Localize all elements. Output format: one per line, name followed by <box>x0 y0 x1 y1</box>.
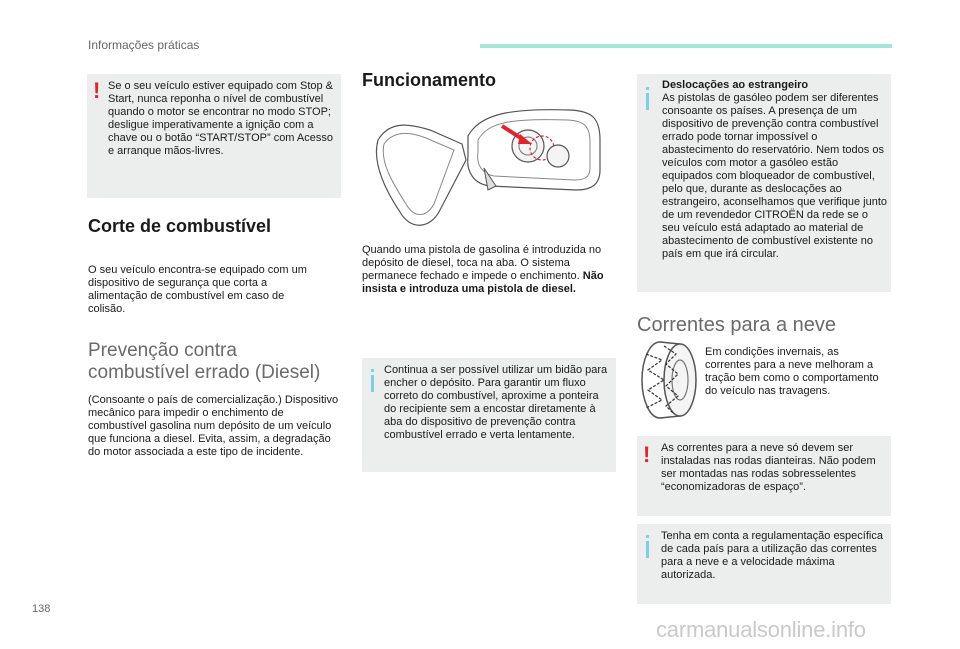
watermark: carmanualsonline.info <box>656 617 866 642</box>
info-text: Continua a ser possível utilizar um bidão para encher o depósito. Para garantir um fluxo correto do combustível, aproxime a ponteira do recipiente sem a encostar diretamente à aba do dispositivo de prevenção contra combustível errado e verta lentamente. <box>384 364 608 441</box>
abroad-text-block <box>662 79 888 261</box>
cut-title: Corte de combustível <box>88 216 272 236</box>
func-text: Quando uma pistola de gasolina é introduzida no depósito de diesel, toca na aba. O sistema permanece fechado e impede o enchimento. <box>362 244 602 282</box>
chains-text: Em condições invernais, as correntes para a neve melhoram a tração bem como o comportamento do veículo nas travagens. <box>705 346 879 397</box>
chains-warning-text: As correntes para a neve só devem ser instaladas nas rodas dianteiras. Não podem ser montadas nas rodas sobresselentes “economizadoras de espaço”. <box>661 442 876 493</box>
func-title: Funcionamento <box>362 70 496 90</box>
warning-box-chains <box>637 436 891 516</box>
warning-box-stop-start <box>87 74 341 198</box>
info-box-abroad <box>637 74 891 292</box>
info-icon <box>371 375 374 392</box>
func-text-block <box>362 244 614 296</box>
chains-info-text: Tenha em conta a regulamentação específica de cada país para a utilização das correntes para a neve e a velocidade máxima autorizada. <box>661 530 883 581</box>
page-number: 138 <box>32 603 51 615</box>
warning-icon: ! <box>643 442 651 467</box>
warning-icon: ! <box>93 78 101 103</box>
abroad-title: Deslocações ao estrangeiro <box>662 79 809 91</box>
info-icon <box>646 93 649 110</box>
chains-title: Correntes para a neve <box>637 314 837 336</box>
header-accent-bar <box>480 44 892 48</box>
info-box-jerrycan <box>362 358 616 472</box>
info-icon <box>646 541 649 558</box>
section-header: Informações práticas <box>88 38 200 52</box>
abroad-text: As pistolas de gasóleo podem ser diferentes consoante os países. A presença de um dispositivo de prevenção contra combustível errado pode tornar impossível o abastecimento do reservatório. Nem todos os veículos com motor a gasóleo estão equipados com bloqueador de combustível, pelo que, durante as deslocações ao estrangeiro, aconselhamos que verifique junto de um revendedor CITROËN da rede se o seu veículo está adaptado ao material de abastecimento de combustível existente no país em que irá circular. <box>662 92 888 260</box>
warning-text: Se o seu veículo estiver equipado com Stop & Start, nunca reponha o nível de combustível quando o motor se encontrar no modo STOP; desligue imperativamente a ignição com a chave ou o botão “START/STOP” com Acesso e arranque mãos-livres. <box>108 80 334 157</box>
snow-chain-illustration <box>638 340 700 420</box>
fuel-flap-illustration <box>370 100 610 232</box>
prevent-title-line-1: Prevenção contra <box>88 340 237 361</box>
prevent-title <box>88 340 320 384</box>
func-bold-text: Não insista e introduza uma pistola de diesel. <box>362 270 604 295</box>
cut-text: O seu veículo encontra-se equipado com um dispositivo de segurança que corta a alimentação de combustível em caso de colisão. <box>88 264 307 315</box>
prevent-title-line-2: combustível errado (Diesel) <box>88 362 321 383</box>
info-box-chains <box>637 524 891 604</box>
prevent-text: (Consoante o país de comercialização.) Dispositivo mecânico para impedir o enchimento de combustível gasolina num depósito de um veículo que funciona a diesel. Evita, assim, a degradação do motor associada a este tipo de incidente. <box>88 394 339 458</box>
